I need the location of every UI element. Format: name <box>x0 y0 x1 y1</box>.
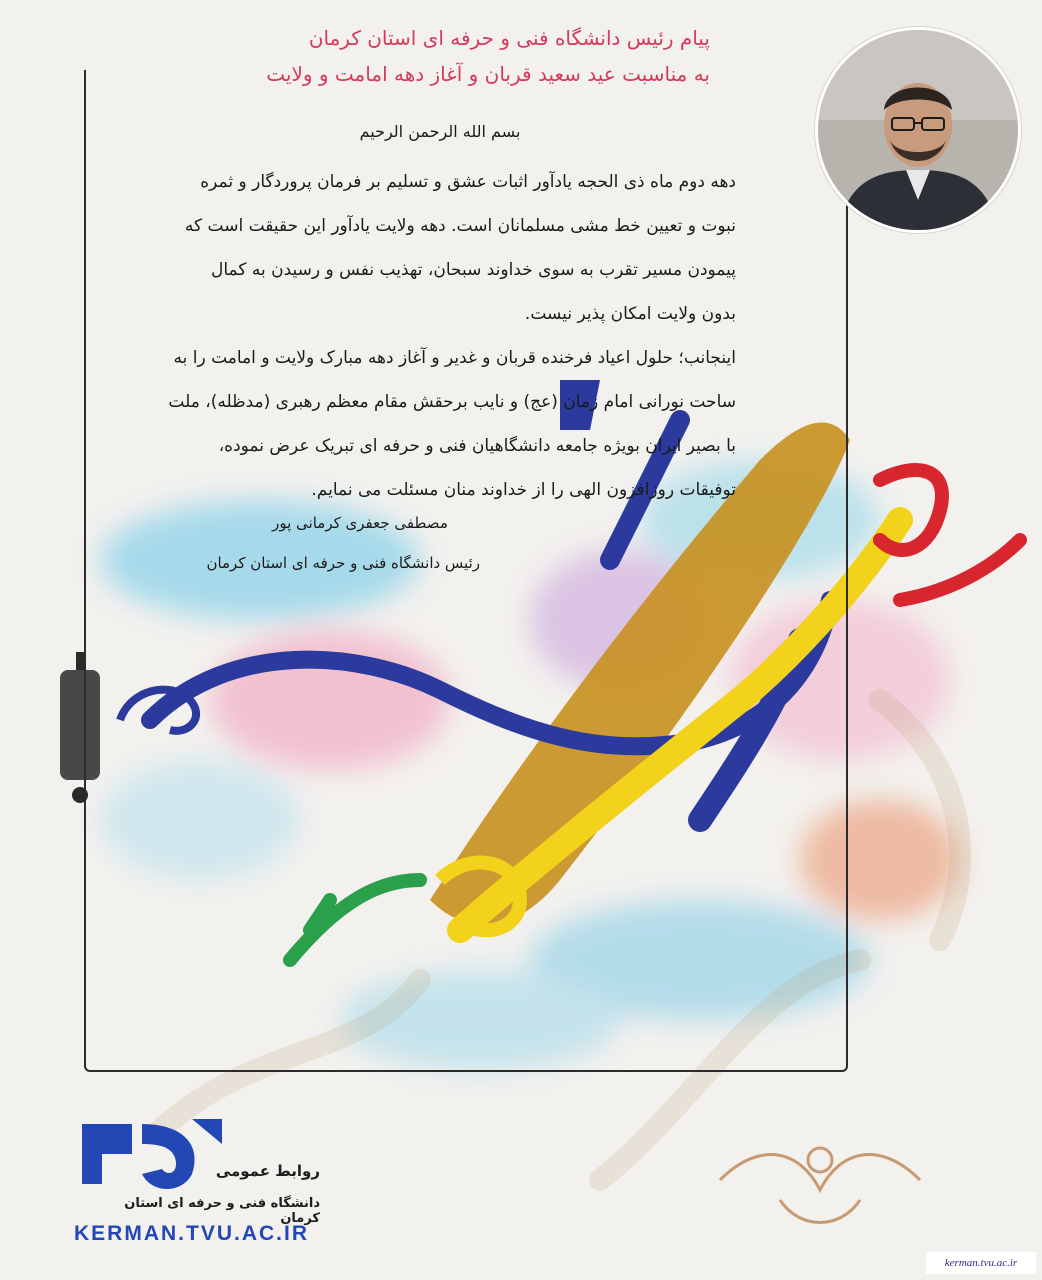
letter-body <box>96 160 736 512</box>
ornament-bottom-right <box>720 1148 920 1223</box>
letter-line: با بصیر ایران بویژه جامعه دانشگاهیان فنی و حرفه ای تبریک عرض نموده، <box>218 436 736 456</box>
bismillah: بسم الله الرحمن الرحیم <box>359 122 521 141</box>
signature-name: مصطفی جعفری کرمانی پور <box>272 514 448 532</box>
letter-line: پیمودن مسیر تقرب به سوی خداوند سبحان، تهذیب نفس و رسیدن به کمال <box>211 260 736 280</box>
letter-line: دهه دوم ماه ذی الحجه یادآور اثبات عشق و تسلیم بر فرمان پروردگار و ثمره <box>200 172 736 192</box>
letter-line: اینجانب؛ حلول اعیاد فرخنده قربان و غدیر و آغاز دهه مبارک ولایت و امامت را به <box>173 348 736 368</box>
logo-university: دانشگاه فنی و حرفه ای استان کرمان <box>124 1196 320 1226</box>
portrait-image <box>818 30 1018 230</box>
header-line-1: پیام رئیس دانشگاه فنی و حرفه ای استان کرمان <box>308 26 710 50</box>
logo-department: روابط عمومی <box>215 1162 320 1180</box>
header-line-2: به مناسبت عید سعید قربان و آغاز دهه امامت و ولایت <box>266 62 710 86</box>
letter-line: بدون ولایت امکان پذیر نیست. <box>524 304 736 324</box>
letter-line: نبوت و تعیین خط مشی مسلمانان است. دهه ولایت یادآور این حقیقت است که <box>184 216 736 236</box>
site-watermark: kerman.tvu.ac.ir <box>926 1252 1036 1274</box>
president-portrait <box>818 30 1018 230</box>
letter-line: توفیقات روزافزون الهی را از خداوند منان مسئلت می نمایم. <box>311 480 736 500</box>
signature-title: رئیس دانشگاه فنی و حرفه ای استان کرمان <box>206 554 480 572</box>
logo-url: KERMAN.TVU.AC.IR <box>74 1222 309 1245</box>
letter-line: ساحت نورانی امام زمان (عج) و نایب برحقش مقام معظم رهبری (مدظله)، ملت <box>168 392 736 412</box>
